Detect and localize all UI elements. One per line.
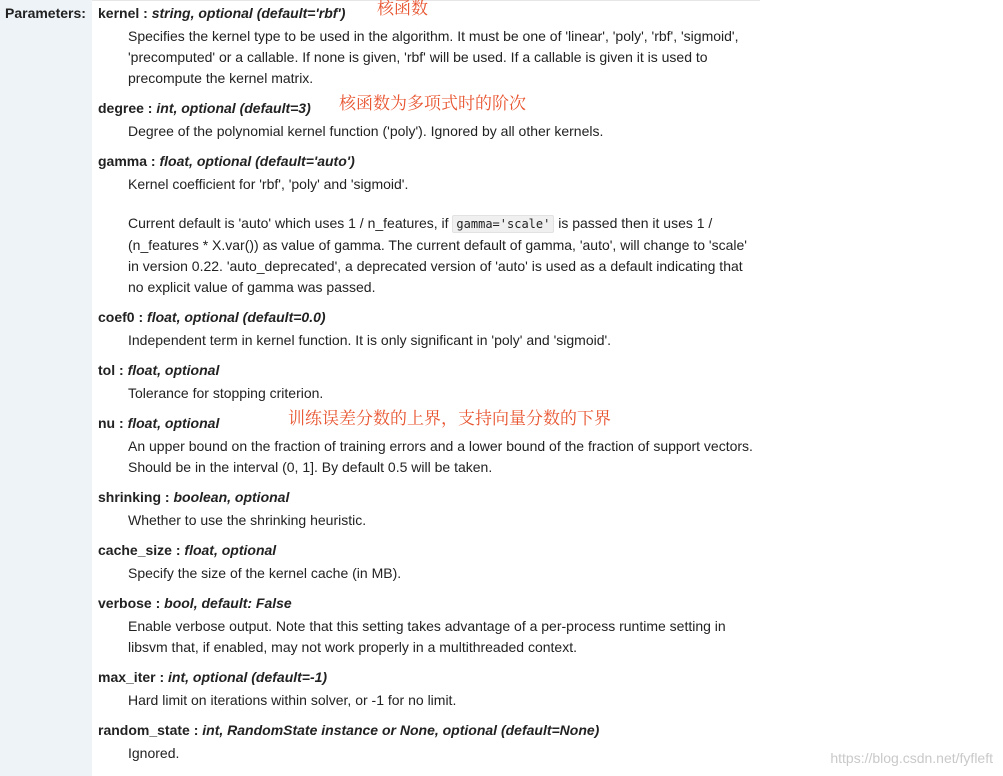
param-description [128, 743, 758, 764]
handwritten-annotation: 核函数为多项式时的阶次 [339, 94, 526, 114]
param-header [98, 668, 758, 686]
param-type: float, optional [127, 415, 220, 431]
param-separator: : [115, 415, 128, 431]
description-paragraph: Kernel coefficient for 'rbf', 'poly' and 'sigmoid'. [128, 176, 409, 192]
param-gamma [98, 152, 758, 298]
inline-code: gamma='scale' [452, 215, 554, 233]
param-separator: : [161, 489, 174, 505]
param-description [128, 330, 758, 351]
param-name: coef0 [98, 309, 135, 325]
param-description [128, 383, 758, 404]
description-paragraph: Whether to use the shrinking heuristic. [128, 512, 367, 528]
param-separator: : [143, 100, 157, 116]
param-separator: : [189, 722, 203, 738]
param-description [128, 510, 758, 531]
param-description [128, 121, 758, 142]
parameters-label: Parameters: [5, 5, 86, 21]
param-type: float, optional (default=0.0) [147, 309, 326, 325]
param-name: verbose [98, 595, 152, 611]
param-separator: : [115, 362, 128, 378]
param-coef0 [98, 308, 758, 351]
param-verbose [98, 594, 758, 658]
param-separator: : [134, 309, 148, 325]
handwritten-annotation: 训练误差分数的上界，支持向量分数的下界 [288, 409, 611, 429]
param-separator: : [151, 595, 165, 611]
param-header [98, 409, 758, 432]
param-max-iter [98, 668, 758, 711]
param-type: int, RandomState instance or None, optional (default=None) [202, 722, 600, 738]
param-type: float, optional (default='auto') [159, 153, 355, 169]
param-description [128, 616, 758, 658]
param-type: int, optional (default=3) [156, 100, 311, 116]
description-paragraph [128, 213, 758, 298]
param-type: bool, default: False [164, 595, 292, 611]
parameter-list [98, 0, 758, 764]
param-name: kernel [98, 5, 140, 21]
param-name: cache_size [98, 542, 172, 558]
param-header [98, 541, 758, 559]
description-paragraph: Specify the size of the kernel cache (in MB). [128, 565, 402, 581]
param-header [98, 721, 758, 739]
param-type: float, optional [127, 362, 220, 378]
param-header [98, 594, 758, 612]
param-name: degree [98, 100, 144, 116]
param-type: string, optional (default='rbf') [151, 5, 346, 21]
param-separator: : [147, 153, 160, 169]
param-type: int, optional (default=-1) [168, 669, 328, 685]
description-paragraph: Independent term in kernel function. It is only significant in 'poly' and 'sigmoid'. [128, 332, 612, 348]
param-description [128, 26, 758, 89]
param-cache-size [98, 541, 758, 584]
description-paragraph: Enable verbose output. Note that this setting takes advantage of a per-process runtime setting in libsvm that, if enabled, may not work properly in a multithreaded context. [128, 618, 726, 655]
param-description [128, 563, 758, 584]
description-text: Current default is 'auto' which uses 1 / n_features, if [128, 215, 449, 231]
param-description [128, 690, 758, 711]
description-paragraph: Hard limit on iterations within solver, or -1 for no limit. [128, 692, 457, 708]
param-name: max_iter [98, 669, 156, 685]
param-type: float, optional [184, 542, 277, 558]
description-text: is passed then it uses 1 / (n_features * X.var()) as value of gamma. The current default of gamma, 'auto', will change to 'scale' in version 0.22. 'auto_deprecated', a deprecated version of 'auto' is used as a default indicating that no explicit value of gamma was passed. [128, 215, 747, 295]
param-separator: : [171, 542, 185, 558]
description-paragraph: Ignored. [128, 745, 180, 761]
param-name: gamma [98, 153, 148, 169]
watermark-url: https://blog.csdn.net/fyfleft [830, 750, 993, 766]
param-name: tol [98, 362, 116, 378]
param-random-state [98, 721, 758, 764]
param-description [128, 436, 758, 478]
handwritten-annotation: 核函数 [377, 0, 428, 19]
param-name: shrinking [98, 489, 162, 505]
param-separator: : [155, 669, 169, 685]
param-header [98, 0, 758, 22]
description-paragraph: Degree of the polynomial kernel function ('poly'). Ignored by all other kernels. [128, 123, 604, 139]
description-paragraph: Tolerance for stopping criterion. [128, 385, 324, 401]
param-kernel [98, 0, 758, 89]
param-type: boolean, optional [173, 489, 290, 505]
param-header [98, 94, 758, 117]
param-tol [98, 361, 758, 404]
param-header [98, 361, 758, 379]
param-shrinking [98, 488, 758, 531]
param-header [98, 152, 758, 170]
param-nu [98, 409, 758, 478]
param-separator: : [139, 5, 152, 21]
param-header [98, 488, 758, 506]
param-header [98, 308, 758, 326]
field-name-column [0, 0, 92, 776]
param-degree [98, 94, 758, 142]
param-description [128, 174, 758, 298]
param-name: nu [98, 415, 116, 431]
param-name: random_state [98, 722, 190, 738]
description-paragraph: An upper bound on the fraction of training errors and a lower bound of the fraction of support vectors. Should be in the interval (0, 1]. By default 0.5 will be taken. [128, 438, 753, 475]
description-paragraph: Specifies the kernel type to be used in the algorithm. It must be one of 'linear', 'poly', 'rbf', 'sigmoid', 'precomputed' or a callable. If none is given, 'rbf' will be used. If a callable is given it is used to precompute the kernel matrix. [128, 28, 739, 86]
